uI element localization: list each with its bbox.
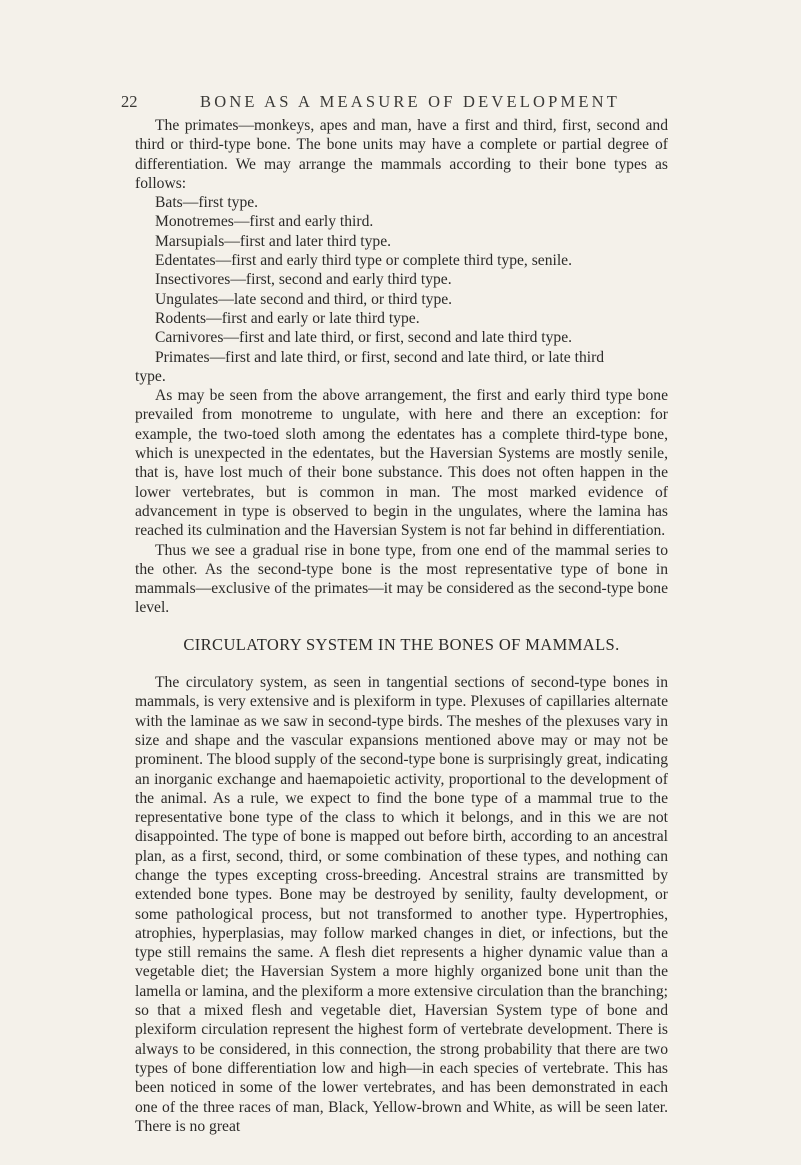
- primates-entry-line1: Primates—first and late third, or first, second and late third, or late third: [155, 348, 605, 366]
- page-number: 22: [121, 92, 138, 111]
- circulatory-paragraph: The circulatory system, as seen in tangential sections of second-type bones in mammals, is very extensive and is plexiform in type. Plexuses of capillaries alternate with the laminae as we saw in second-type birds. The meshes of the plexuses vary in size and shape and the vascular expansions mentioned above may or may not be prominent. The blood supply of the second-type bone is surprisingly great, indicating an inorganic exchange and haemapoietic activity, proportional to the development of the animal. As a rule, we expect to find the bone type of a mammal true to the representative bone type of the class to which it belongs, and in this we are not disappointed. The type of bone is mapped out before birth, according to an ancestral plan, as a first, second, third, or some combination of these types, and nothing can change the types excepting cross-breeding. Ancestral strains are transmitted by extended bone types. Bone may be destroyed by senility, faulty development, or some pathological process, but not transformed to another type. Hypertrophies, atrophies, hyperplasias, may follow marked changes in diet, or infections, but the type still remains the same. A flesh diet represents a higher dynamic value than a vegetable diet; the Haversian System a more highly organized bone unit than the lamella or lamina, and the plexiform a more extensive circulation than the branching; so that a mixed flesh and vegetable diet, Haversian System type of bone and plexiform circulation represent the highest form of vertebrate development. There is always to be considered, in this connection, the strong probability that there are two types of bone differentiation low and high—in each species of vertebrate. This has been noticed in some of the lower vertebrates, and has been demonstrated in each one of the three races of man, Black, Yellow-brown and White, as will be seen later. There is no great: [135, 674, 668, 1135]
- list-item: Rodents—first and early or late third type.: [155, 309, 420, 327]
- list-item: Insectivores—first, second and early third type.: [155, 271, 452, 289]
- list-item: Marsupials—first and later third type.: [155, 232, 392, 250]
- list-item: Monotremes—first and early third.: [155, 213, 374, 231]
- list-item: Edentates—first and early third type or complete third type, senile.: [155, 252, 573, 270]
- list-item-primates: [135, 348, 668, 387]
- body-text: [135, 116, 668, 1136]
- arrangement-paragraph: As may be seen from the above arrangement, the first and early third type bone prevailed from monotreme to ungulate, with here and there an exception: for example, the two-toed sloth among the edentates has a complete third-type bone, which is unexpected in the edentates, but the Haversian Systems are mostly senile, that is, have lost much of their bone substance. This does not often happen in the lower vertebrates, but is common in man. The most marked evidence of advancement in type is observed to begin in the ungulates, where the lamina has reached its culmination and the Haversian System is not far behind in differentiation.: [135, 387, 668, 540]
- primates-entry-line2: type.: [135, 367, 166, 385]
- gradual-rise-paragraph: Thus we see a gradual rise in bone type, from one end of the mammal series to the other. As the second-type bone is the most representative type of bone in mammals—exclusive of the primates—it may be considered as the second-type bone level.: [135, 541, 668, 617]
- list-item: Ungulates—late second and third, or third type.: [155, 290, 453, 308]
- section-heading: CIRCULATORY SYSTEM IN THE BONES OF MAMMALS.: [183, 634, 620, 654]
- list-item: Carnivores—first and late third, or first, second and late third type.: [155, 329, 573, 347]
- intro-paragraph: The primates—monkeys, apes and man, have a first and third, first, second and third or third-type bone. The bone units may have a complete or partial degree of differentiation. We may arrange the mammals according to their bone types as follows:: [135, 117, 668, 192]
- mammal-bone-type-list: [135, 193, 668, 386]
- running-title: BONE AS A MEASURE OF DEVELOPMENT: [200, 92, 621, 111]
- list-item: Bats—first type.: [155, 194, 259, 212]
- running-head: [121, 92, 668, 116]
- page-content: [121, 92, 668, 1136]
